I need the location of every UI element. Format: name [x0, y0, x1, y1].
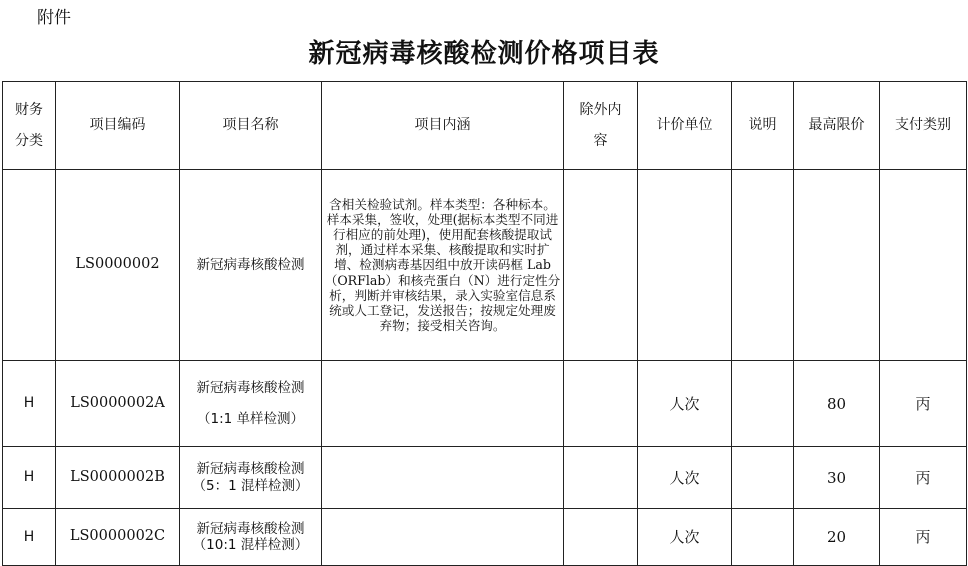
price-table [2, 81, 967, 566]
header-pricing-unit: 计价单位 [638, 82, 732, 170]
excluded-cell [564, 447, 638, 509]
table-row [3, 509, 967, 566]
header-excluded-line1: 除外内 [579, 101, 622, 118]
code-cell: LS0000002B [56, 447, 180, 509]
header-item-content: 项目内涵 [322, 82, 564, 170]
unit-cell: 人次 [638, 447, 732, 509]
payment-cell [880, 170, 967, 361]
max-price-cell: 20 [794, 509, 880, 566]
finance-cell: H [3, 509, 56, 566]
unit-cell [638, 170, 732, 361]
max-price-cell [794, 170, 880, 361]
content-cell [322, 361, 564, 447]
content-cell: 含相关检验试剂。样本类型：各种标本。样本采集，签收，处理(据标本类型不同进行相应的前处理)，使用配套核酸提取试剂，通过样本采集、核酸提取和实时扩增、检测病毒基因组中放开读码框 Lab（ORFlab）和核壳蛋白（N）进行定性分析，判断并审核结果，录入实验室信息系统或人工登记，发送报告；按规定处理废弃物；接受相关咨询。 [322, 170, 564, 361]
header-item-name: 项目名称 [180, 82, 322, 170]
header-item-code: 项目编码 [56, 82, 180, 170]
unit-cell: 人次 [638, 361, 732, 447]
header-note: 说明 [732, 82, 794, 170]
note-cell [732, 361, 794, 447]
note-cell [732, 170, 794, 361]
note-cell [732, 447, 794, 509]
code-cell: LS0000002 [56, 170, 180, 361]
code-cell: LS0000002A [56, 361, 180, 447]
table-header-row [3, 82, 967, 170]
name-cell [180, 509, 322, 566]
excluded-cell [564, 509, 638, 566]
finance-cell: H [3, 447, 56, 509]
header-finance-line1: 财务 [15, 101, 43, 118]
name-sub: （5：1 混样检测） [192, 477, 309, 494]
table-row [3, 447, 967, 509]
name-cell: 新冠病毒核酸检测 [180, 170, 322, 361]
page-title: 新冠病毒核酸检测价格项目表 [308, 39, 660, 69]
header-excluded-content [564, 82, 638, 170]
name-sub: （10:1 混样检测） [192, 537, 309, 553]
payment-cell: 丙 [880, 509, 967, 566]
max-price-cell: 80 [794, 361, 880, 447]
table-row [3, 170, 967, 361]
header-max-price: 最高限价 [794, 82, 880, 170]
header-finance-category [3, 82, 56, 170]
table-row [3, 361, 967, 447]
unit-cell: 人次 [638, 509, 732, 566]
name-main: 新冠病毒核酸检测 [196, 520, 305, 537]
attachment-label: 附件 [37, 8, 71, 28]
header-excluded-line2: 容 [593, 132, 608, 149]
excluded-cell [564, 361, 638, 447]
max-price-cell: 30 [794, 447, 880, 509]
finance-cell [3, 170, 56, 361]
name-sub: （1:1 单样检测） [196, 410, 305, 427]
header-payment-category: 支付类别 [880, 82, 967, 170]
code-cell: LS0000002C [56, 509, 180, 566]
name-main: 新冠病毒核酸检测 [196, 461, 305, 478]
header-finance-line2: 分类 [15, 132, 43, 149]
name-cell [180, 361, 322, 447]
excluded-cell [564, 170, 638, 361]
payment-cell: 丙 [880, 361, 967, 447]
content-cell [322, 509, 564, 566]
note-cell [732, 509, 794, 566]
payment-cell: 丙 [880, 447, 967, 509]
name-cell [180, 447, 322, 509]
content-cell [322, 447, 564, 509]
name-main: 新冠病毒核酸检测 [196, 380, 305, 397]
finance-cell: H [3, 361, 56, 447]
